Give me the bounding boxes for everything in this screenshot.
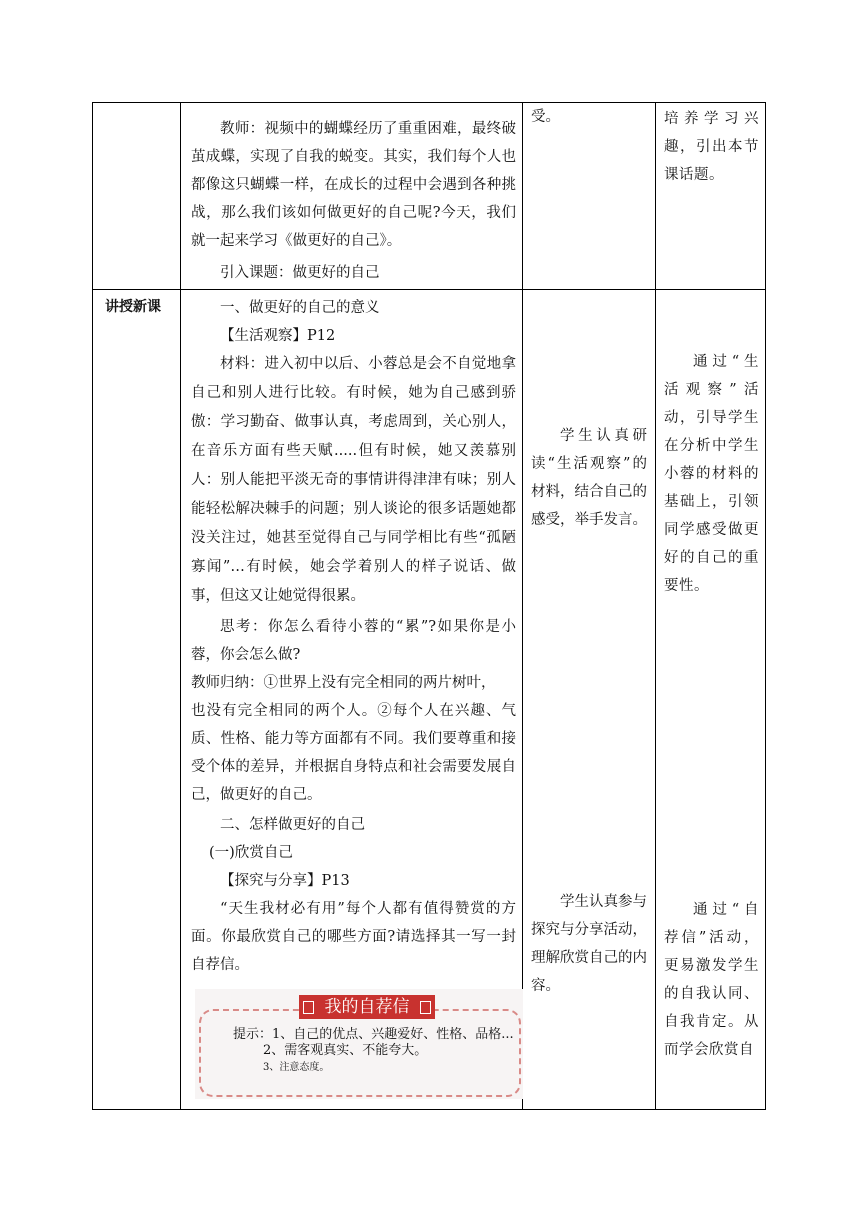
table-row [93,290,766,1110]
material-text: 材料：进入初中以后、小蓉总是会不自觉地拿自己和别人进行比较。有时候，她为自己感到骄傲：学习勤奋、做事认真，考虑周到，关心别人，在音乐方面有些天赋.....但有时候，她又羡慕别人：别人能把平淡无奇的事情讲得津津有味；别人能轻松解决棘手的问题；别人谈论的很多话题她都没关注过，她甚至觉得自己与同学相比有些“孤陋寡闻”…有时候，她会学着别人的样子说话、做事，但这又让她觉得很累。 [191,356,516,604]
section-heading: 二、怎样做更好的自己 [220,817,365,833]
subsection-heading: (一)欣赏自己 [209,845,293,861]
design-intent-text: 通过“自荐信”活动，更易激发学生的自我认同、自我肯定。从而学会欣赏自 [664,902,759,1058]
teacher-intro-text: 教师：视频中的蝴蝶经历了重重困难，最终破茧成蝶，实现了自我的蜕变。其实，我们每个人也都像这只蝴蝶一样，在成长的过程中会遇到各种挑战，那么我们该如何做更好的自己呢?今天，我们就一起来学习《做更好的自己》。 [191,121,516,249]
design-intent-text: 通过“生活观察”活动，引导学生在分析中学生小蓉的材料的基础上，引领同学感受做更好的自己的重要性。 [664,354,759,594]
letter-tip: 提示：1、自己的优点、兴趣爱好、性格、品格... [233,1027,514,1042]
letter-title: 我的自荐信 [299,995,435,1019]
section-title: 【生活观察】P12 [220,328,336,344]
section-heading: 一、做更好的自己的意义 [220,300,380,316]
design-intent-cell [656,103,766,290]
table-row [93,103,766,290]
self-recommendation-letter-image [195,989,523,1099]
stage-cell [93,103,181,290]
student-activity-text: 受。 [531,109,560,125]
topic-intro-text: 引入课题：做更好的自己 [220,265,380,281]
explore-text: “天生我材必有用”每个人都有值得赞赏的方面。你最欣赏自己的哪些方面?请选择其一写一封自荐信。 [191,901,516,973]
teacher-activity-cell [181,103,523,290]
teacher-summary-line: 教师归纳：①世界上没有完全相同的两片树叶， [191,675,496,691]
design-intent-text: 培养学习兴趣，引出本节课话题。 [664,111,759,183]
stage-label: 讲授新课 [105,299,161,315]
student-activity-text: 学生认真研读“生活观察”的材料，结合自己的感受，举手发言。 [531,428,647,528]
student-activity-text: 学生认真参与探究与分享活动，理解欣赏自己的内容。 [531,894,647,994]
stage-cell [93,290,181,1110]
lesson-plan-table [92,102,766,1110]
design-intent-cell [656,290,766,1110]
teacher-activity-cell [181,290,523,1110]
section-title: 【探究与分享】P13 [220,873,350,889]
letter-tip: 3、注意态度。 [263,1062,330,1073]
letter-tip: 2、需客观真实、不能夸大。 [263,1043,428,1058]
teacher-summary-text: 也没有完全相同的两个人。②每个人在兴趣、气质、性格、能力等方面都有不同。我们要尊重和接受个体的差异，并根据自身特点和社会需要发展自己，做更好的自己。 [191,703,516,803]
think-question: 思考：你怎么看待小蓉的“累”?如果你是小蓉，你会怎么做? [191,619,516,663]
student-activity-cell [523,290,656,1110]
student-activity-cell [523,103,656,290]
